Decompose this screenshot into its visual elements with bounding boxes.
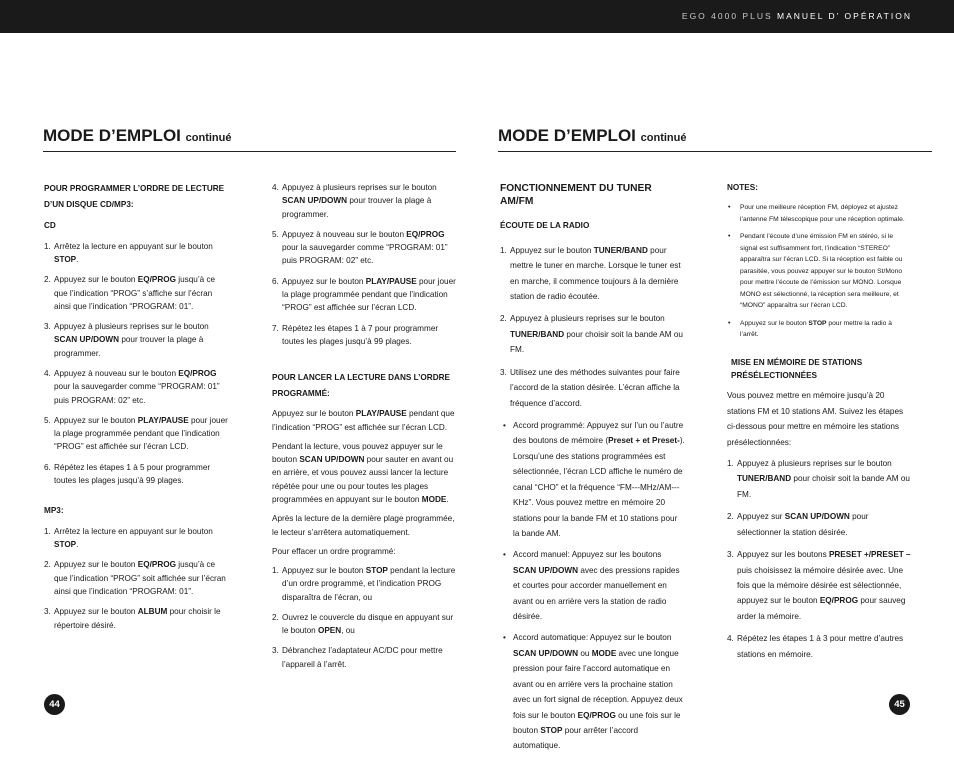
list-item: 2. Appuyez sur SCAN UP/DOWN pour sélectionner la station désirée. bbox=[727, 509, 911, 540]
erase-steps bbox=[272, 564, 458, 671]
section-heading: POUR PROGRAMMER L’ORDRE DE LECTURE D’UN DISQUE CD/MP3: bbox=[44, 184, 225, 209]
left-column-1 bbox=[44, 181, 229, 639]
right-title-main: MODE D’EMPLOI bbox=[498, 126, 636, 145]
step-number: 2. bbox=[727, 512, 734, 522]
step-number: 4. bbox=[272, 183, 279, 192]
header-bar bbox=[0, 0, 954, 33]
right-column-1 bbox=[500, 183, 685, 760]
step-number: 2. bbox=[272, 612, 279, 622]
left-column-2 bbox=[272, 181, 458, 678]
bold-term: EQ/PROG bbox=[178, 368, 217, 378]
step-number: 3. bbox=[44, 607, 51, 617]
bold-term: TUNER/BAND bbox=[737, 474, 792, 484]
mp3-steps bbox=[44, 525, 229, 632]
list-item: 1. Appuyez à plusieurs reprises sur le bouton TUNER/BAND pour choisir soit la bande AM ou FM. bbox=[727, 456, 911, 502]
list-item: 4. Appuyez à nouveau sur le bouton EQ/PROG pour la sauvegarder comme “PROGRAM: 01” puis PROGRAM: 02” etc. bbox=[44, 368, 220, 405]
bold-term: PLAY/PAUSE bbox=[137, 415, 189, 425]
step-number: 5. bbox=[44, 415, 51, 425]
list-item: 5. Appuyez à nouveau sur le bouton EQ/PROG pour la sauvegarder comme “PROGRAM: 01” puis PROGRAM: 02” etc. bbox=[272, 229, 448, 266]
right-title-sub: continué bbox=[640, 132, 687, 144]
left-title-rule bbox=[43, 151, 456, 152]
bold-term: SCAN UP/DOWN bbox=[54, 335, 120, 345]
step-number: 5. bbox=[272, 229, 279, 239]
right-page-title bbox=[498, 126, 686, 146]
list-item: 1. Arrêtez la lecture en appuyant sur le bouton STOP. bbox=[44, 526, 213, 550]
bold-term: TUNER/BAND bbox=[510, 329, 565, 339]
step-number: 6. bbox=[44, 462, 51, 472]
list-item: 3. Appuyez sur les boutons PRESET +/PRESET – puis choisissez la mémoire désirée avec. Une fois que la mémoire désirée est sélectionnée, appuyez sur le bouton EQ/PROG pour sauveg arder la mémoire. bbox=[727, 547, 911, 624]
mp3-label: MP3: bbox=[44, 506, 64, 516]
left-page-title bbox=[43, 126, 231, 146]
right-column-2 bbox=[727, 181, 911, 669]
bullet-item: • Accord automatique: Appuyez sur le bouton SCAN UP/DOWN ou MODE avec une longue pression pour faire l’accord automatique en avant ou en arrière vers la prochaine station avec un fort signal de réception. Appuyez deux fois sur le bouton EQ/PROG ou une fois sur le bouton STOP pour arrêter l’accord automatique. bbox=[500, 630, 685, 753]
bold-term: EQ/PROG bbox=[577, 710, 616, 720]
memory-intro: Vous pouvez mettre en mémoire jusqu’à 20 stations FM et 10 stations AM. Suivez les étapes ci-dessous pour mettre en mémoire les stations présélectionnées: bbox=[727, 391, 904, 447]
left-title-main: MODE D’EMPLOI bbox=[43, 126, 181, 145]
bold-term: STOP bbox=[54, 540, 77, 550]
notes-label: NOTES: bbox=[727, 183, 758, 192]
list-item: 3. Appuyez sur le bouton ALBUM pour choisir le répertoire désiré. bbox=[44, 607, 221, 630]
list-item: 3. Appuyez à plusieurs reprises sur le bouton SCAN UP/DOWN pour trouver la plage à programmer. bbox=[44, 322, 209, 358]
bold-term: SCAN UP/DOWN bbox=[282, 196, 348, 206]
paragraph: Appuyez sur le bouton PLAY/PAUSE pendant que l’indication “PROG” est affichée sur l’écran LCD. bbox=[272, 409, 455, 432]
list-item: 2. Appuyez sur le bouton EQ/PROG jusqu’à ce que l’indication “PROG” s’affiche sur l’écran ainsi que l’indication “PROGRAM: 01”. bbox=[44, 275, 216, 311]
cd-label: CD bbox=[44, 221, 56, 231]
paragraph: Après la lecture de la dernière plage programmée, le lecteur s’arrêtera automatiquement. bbox=[272, 514, 455, 537]
bullet-item: • Appuyez sur le bouton STOP pour mettre la radio à l’arrêt. bbox=[727, 318, 911, 341]
list-item: 2. Appuyez à plusieurs reprises sur le bouton TUNER/BAND pour choisir soit la bande AM ou FM. bbox=[500, 311, 685, 357]
right-title-rule bbox=[498, 151, 932, 152]
bullet-item: • Pendant l’écoute d’une émission FM en stéréo, si le signal est suffisamment fort, l’indication “STEREO” apparaîtra sur l’écran LCD. Si la réception est faible ou parasitée, vous pouvez appuyer sur le bouton St/Mono pour mettre l’écoute de l’émission sur MONO. Lorsque MONO est sélectionné, la réception sera meilleure, et “MONO” apparaîtra sur l’écran LCD. bbox=[727, 231, 911, 312]
list-item: 1. Arrêtez la lecture en appuyant sur le bouton STOP. bbox=[44, 241, 213, 265]
step-number: 3. bbox=[500, 367, 507, 377]
page-number-left: 44 bbox=[44, 694, 65, 715]
list-item: 4. Répétez les étapes 1 à 3 pour mettre d’autres stations en mémoire. bbox=[727, 631, 911, 662]
radio-section-heading: ÉCOUTE DE LA RADIO bbox=[500, 220, 590, 230]
bold-term: PLAY/PAUSE bbox=[365, 276, 417, 286]
step-number: 4. bbox=[727, 634, 734, 644]
bold-term: EQ/PROG bbox=[137, 560, 176, 570]
bullet-item: • Pour une meilleure réception FM, déployez et ajustez l’antenne FM télescopique pour une réception optimale. bbox=[727, 202, 911, 225]
bold-term: EQ/PROG bbox=[137, 275, 176, 285]
step-number: 1. bbox=[727, 459, 734, 469]
step-number: 3. bbox=[272, 646, 279, 656]
step-number: 3. bbox=[727, 550, 734, 560]
bold-term: ALBUM bbox=[137, 607, 168, 617]
bold-term: SCAN UP/DOWN bbox=[513, 565, 579, 575]
step-number: 7. bbox=[272, 323, 279, 333]
step-number: 2. bbox=[44, 560, 51, 570]
bullet-item: • Accord manuel: Appuyez sur les boutons SCAN UP/DOWN avec des pressions rapides et courtes pour accorder manuellement en avant ou en arrière vers la station de radio désirée. bbox=[500, 547, 685, 624]
bold-term: STOP bbox=[540, 726, 563, 736]
list-item: 3. Utilisez une des méthodes suivantes pour faire l’accord de la station désirée. L’écran affiche la fréquence d’accord. bbox=[500, 365, 685, 411]
step-number: 3. bbox=[44, 322, 51, 332]
memory-steps bbox=[727, 456, 911, 662]
list-item: 6. Appuyez sur le bouton PLAY/PAUSE pour jouer la plage programmée pendant que l’indication “PROG” est affichée sur l’écran LCD. bbox=[272, 276, 456, 313]
step-number: 1. bbox=[500, 245, 507, 255]
notes-list bbox=[727, 202, 911, 341]
header-manual: MANUEL D’ OPÉRATION bbox=[777, 11, 912, 21]
bold-term: OPEN bbox=[317, 626, 342, 636]
left-title-sub: continué bbox=[185, 132, 232, 144]
paragraph: Pendant la lecture, vous pouvez appuyer sur le bouton SCAN UP/DOWN pour sauter en avant ou en arrière, et vous pouvez aussi lancer la lecture répétée pour une ou pour toutes les plages programmées en appuyant sur le bouton MODE. bbox=[272, 441, 454, 504]
list-item: 6. Répétez les étapes 1 à 5 pour programmer toutes les plages jusqu’à 99 plages. bbox=[44, 462, 211, 485]
step-number: 1. bbox=[44, 241, 51, 251]
step-number: 1. bbox=[272, 566, 279, 576]
bold-term: TUNER/BAND bbox=[593, 245, 648, 255]
list-item: 5. Appuyez sur le bouton PLAY/PAUSE pour jouer la plage programmée pendant que l’indication “PROG” est affichée sur l’écran LCD. bbox=[44, 415, 228, 452]
list-item: 1. Appuyez sur le bouton TUNER/BAND pour mettre le tuner en marche. Lorsque le tuner est en marche, il commence toujours à la dernière station de radio écoutée. bbox=[500, 243, 685, 305]
bold-term: STOP bbox=[808, 319, 827, 327]
list-item: 4. Appuyez à plusieurs reprises sur le bouton SCAN UP/DOWN pour trouver la plage à programmer. bbox=[272, 183, 437, 219]
cd-steps bbox=[44, 240, 229, 488]
step-number: 1. bbox=[44, 526, 51, 536]
step-number: 2. bbox=[500, 314, 507, 324]
bold-term: SCAN UP/DOWN bbox=[513, 648, 579, 658]
list-item: 2. Ouvrez le couvercle du disque en appuyant sur le bouton OPEN, ou bbox=[272, 612, 454, 636]
header-model: EGO 4000 PLUS bbox=[681, 11, 773, 21]
bold-term: EQ/PROG bbox=[406, 229, 445, 239]
list-item: 2. Appuyez sur le bouton EQ/PROG jusqu’à ce que l’indication “PROG” soit affichée sur l’écran ainsi que l’indication “PROGRAM: 01”. bbox=[44, 560, 226, 596]
bold-term: STOP bbox=[365, 566, 388, 576]
bold-term: SCAN UP/DOWN bbox=[299, 455, 365, 465]
step-number: 6. bbox=[272, 276, 279, 286]
step-number: 2. bbox=[44, 275, 51, 285]
list-item: 3. Débranchez l’adaptateur AC/DC pour mettre l’appareil à l’arrêt. bbox=[272, 646, 443, 669]
section-heading: POUR LANCER LA LECTURE DANS L’ORDRE PROGRAMMÉ: bbox=[272, 373, 451, 398]
memory-heading: MISE EN MÉMOIRE DE STATIONS PRÉSÉLECTIONNÉES bbox=[731, 357, 863, 380]
list-item: 7. Répétez les étapes 1 à 7 pour programmer toutes les plages jusqu’à 99 plages. bbox=[272, 323, 439, 346]
header-brand bbox=[682, 11, 912, 21]
page-number-right: 45 bbox=[889, 694, 910, 715]
bold-term: PLAY/PAUSE bbox=[355, 409, 407, 419]
list-item: 1. Appuyez sur le bouton STOP pendant la lecture d’un ordre programmé, et l’indication PROG disparaîtra de l’écran, ou bbox=[272, 566, 456, 602]
bold-term: STOP bbox=[54, 255, 77, 265]
bold-term: MODE bbox=[421, 494, 447, 504]
bold-term: PRESET +/PRESET – bbox=[828, 550, 911, 560]
bold-term: EQ/PROG bbox=[819, 596, 859, 606]
program-steps-cont bbox=[272, 181, 458, 348]
bold-term: SCAN UP/DOWN bbox=[784, 512, 850, 522]
bold-term: Preset + et Preset- bbox=[608, 436, 680, 446]
paragraph: Pour effacer un ordre programmé: bbox=[272, 546, 396, 556]
radio-steps bbox=[500, 243, 685, 411]
step-number: 4. bbox=[44, 368, 51, 378]
bullet-item: • Accord programmé: Appuyez sur l’un ou l’autre des boutons de mémoire (Preset + et Preset-). Lorsqu’une des stations programmées est sélectionnée, l’écran LCD affiche le numéro de canal “CHO” et la fréquence “FM---MHz/AM---KHz”. Vous pouvez mettre en mémoire 20 stations pour la bande FM et 10 stations pour la bande AM. bbox=[500, 418, 685, 541]
tuner-heading: FONCTIONNEMENT DU TUNER AM/FM bbox=[500, 183, 652, 207]
bold-term: MODE bbox=[591, 648, 617, 658]
tuning-methods bbox=[500, 418, 685, 754]
